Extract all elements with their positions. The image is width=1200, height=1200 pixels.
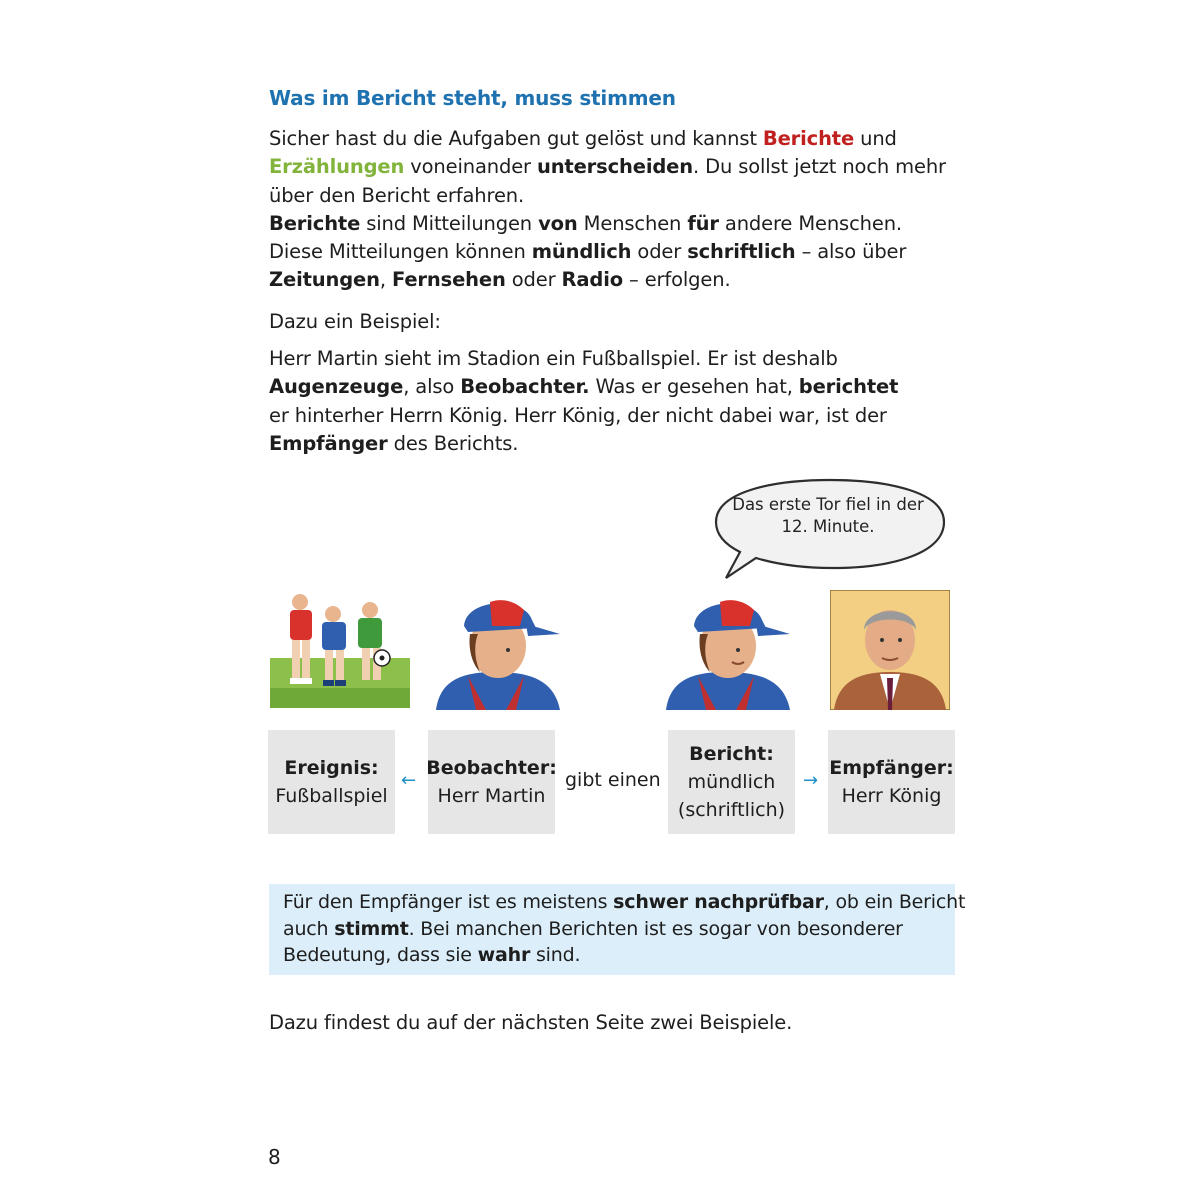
receiver-illustration bbox=[830, 590, 950, 710]
text-run: sind. bbox=[530, 944, 581, 966]
text-bold: berichtet bbox=[798, 375, 899, 399]
text-run: Was er gesehen hat, bbox=[589, 375, 799, 399]
info-line-1 bbox=[283, 889, 965, 916]
story-line-1: Herr Martin sieht im Stadion ein Fußballspiel. Er ist deshalb bbox=[269, 347, 838, 370]
report-label: Bericht: bbox=[689, 743, 774, 765]
text-run: Menschen bbox=[577, 211, 688, 235]
keyword-erzaehlungen: Erzählungen bbox=[269, 155, 405, 179]
story-line-2 bbox=[269, 373, 898, 401]
event-box bbox=[268, 730, 395, 834]
speech-line-2: 12. Minute. bbox=[781, 517, 875, 536]
text-bold: schwer nachprüfbar bbox=[613, 891, 824, 913]
receiver-value: Herr König bbox=[841, 785, 942, 807]
story-line-4 bbox=[269, 430, 898, 458]
observer-value: Herr Martin bbox=[437, 785, 546, 807]
story-line-3: er hinterher Herrn König. Herr König, der nicht dabei war, ist der bbox=[269, 403, 887, 427]
connector-text: gibt einen bbox=[565, 769, 661, 791]
text-bold: Berichte bbox=[269, 211, 361, 235]
intro-line-6 bbox=[269, 266, 946, 294]
text-run: Bedeutung, dass sie bbox=[283, 944, 478, 966]
text-run: , bbox=[379, 268, 392, 292]
text-run: Diese Mitteilungen können bbox=[269, 240, 532, 264]
text-run: , ob ein Bericht bbox=[823, 891, 966, 913]
keyword-berichte: Berichte bbox=[762, 127, 855, 150]
intro-line-5 bbox=[269, 238, 946, 266]
arrow-right-icon: → bbox=[803, 770, 819, 791]
text-run: des Berichts. bbox=[387, 431, 519, 455]
text-bold: Augenzeuge bbox=[269, 375, 404, 399]
report-value-written: (schriftlich) bbox=[677, 799, 786, 821]
speech-bubble-text bbox=[728, 494, 928, 538]
intro-line-2 bbox=[269, 153, 946, 181]
text-run: , also bbox=[403, 375, 461, 399]
text-run: Sicher hast du die Aufgaben gut gelöst und kannst bbox=[269, 127, 763, 150]
football-players-illustration bbox=[270, 588, 410, 710]
arrow-left-icon: ← bbox=[401, 770, 417, 791]
text-bold: wahr bbox=[477, 944, 531, 966]
observer-illustration bbox=[428, 588, 566, 710]
text-bold: stimmt bbox=[334, 917, 409, 940]
text-bold: Fernsehen bbox=[391, 268, 506, 292]
receiver-box bbox=[828, 730, 955, 834]
text-bold: Radio bbox=[561, 268, 623, 292]
info-text bbox=[283, 889, 965, 969]
text-run: oder bbox=[631, 240, 688, 264]
observer-box bbox=[428, 730, 555, 834]
text-run: – erfolgen. bbox=[623, 268, 731, 292]
text-bold: Zeitungen bbox=[269, 268, 380, 292]
text-run: sind Mitteilungen bbox=[360, 211, 539, 235]
text-run: Für den Empfänger ist es meistens bbox=[283, 891, 614, 913]
text-run: auch bbox=[283, 917, 335, 940]
report-box bbox=[668, 730, 795, 834]
reporter-illustration bbox=[660, 588, 798, 710]
closing-sentence: Dazu findest du auf der nächsten Seite zwei Beispiele. bbox=[269, 1011, 793, 1034]
event-label: Ereignis: bbox=[284, 757, 379, 779]
text-run: oder bbox=[505, 268, 562, 292]
text-bold: mündlich bbox=[531, 240, 632, 264]
info-line-2 bbox=[283, 916, 965, 943]
intro-line-4 bbox=[269, 210, 946, 238]
section-heading: Was im Bericht steht, muss stimmen bbox=[269, 86, 676, 110]
info-box bbox=[269, 884, 966, 975]
example-intro: Dazu ein Beispiel: bbox=[269, 310, 441, 333]
report-value-oral: mündlich bbox=[687, 771, 776, 793]
text-bold: von bbox=[538, 211, 578, 235]
info-line-3 bbox=[283, 942, 965, 969]
page-number: 8 bbox=[268, 1145, 281, 1169]
event-value: Fußballspiel bbox=[275, 785, 388, 807]
speech-line-1: Das erste Tor fiel in der bbox=[732, 495, 924, 514]
speech-bubble bbox=[710, 474, 950, 584]
text-run: – also über bbox=[795, 240, 907, 264]
intro-line-1 bbox=[269, 125, 946, 153]
text-run: und bbox=[854, 127, 897, 150]
text-run: . Bei manchen Berichten ist es sogar von besonderer bbox=[408, 917, 903, 940]
text-bold: Beobachter. bbox=[460, 375, 590, 399]
text-run: . Du sollst jetzt noch mehr bbox=[692, 155, 946, 179]
observer-label: Beobachter: bbox=[426, 757, 557, 779]
text-bold: unterscheiden bbox=[536, 155, 693, 179]
text-bold: für bbox=[687, 211, 719, 235]
receiver-label: Empfänger: bbox=[829, 757, 954, 779]
intro-line-3: über den Bericht erfahren. bbox=[269, 183, 525, 207]
intro-paragraph bbox=[269, 125, 946, 295]
text-run: andere Menschen. bbox=[718, 211, 902, 235]
text-bold: Empfänger bbox=[269, 431, 388, 455]
story-paragraph bbox=[269, 345, 898, 458]
text-run: voneinander bbox=[404, 155, 537, 179]
text-bold: schriftlich bbox=[687, 240, 796, 264]
